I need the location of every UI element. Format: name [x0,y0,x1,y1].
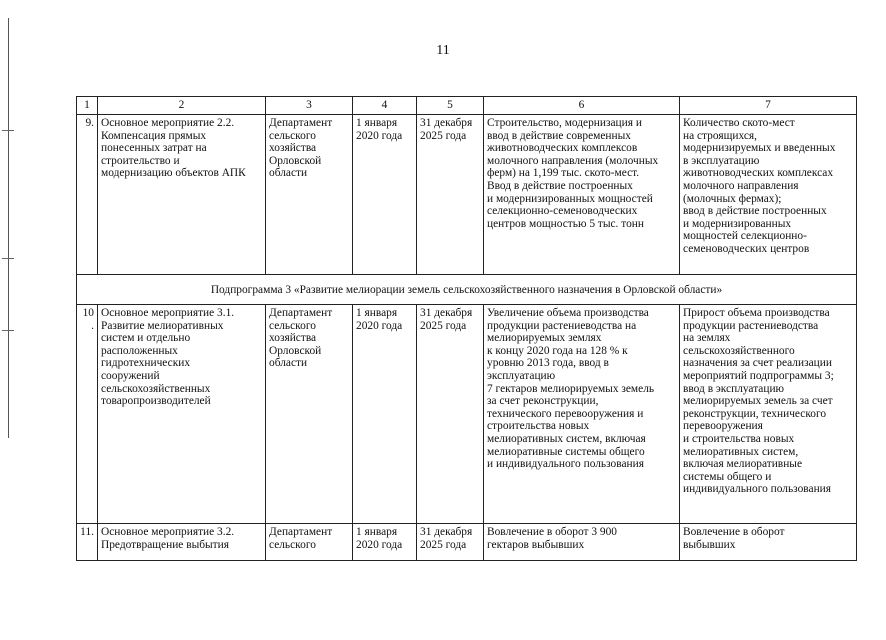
event-text: Основное мероприятие 3.2. Предотвращение выбытия [101,526,235,551]
executor-text: Департамент сельского [269,526,333,551]
start-date-cell [353,524,417,561]
binding-margin-line [8,18,9,438]
event-text: Основное мероприятие 2.2. Компенсация прямых понесенных затрат на строительство и модернизацию объектов АПК [101,117,246,180]
result-cell [484,305,680,524]
subprogram-row [77,275,857,305]
end-date-cell [417,524,484,561]
start-date-text: 1 января 2020 года [356,526,403,551]
program-events-table [76,96,857,561]
header-cell: 5 [417,97,484,115]
table-row [77,115,857,275]
end-date-cell [417,305,484,524]
header-cell: 3 [266,97,353,115]
table-row [77,524,857,561]
start-date-cell [353,115,417,275]
margin-tick [2,258,14,259]
indicator-cell [680,115,857,275]
result-text: Увеличение объема производства продукции растениеводства на мелиорируемых землях к концу 2020 года на 128 % к уровню 2013 года, ввод в эксплуатацию 7 гектаров мелиорируемых земель за счет реконструкции, технического перевооружения и строительства новых мелиоративных систем, включая мелиоративные системы общего и индивидуального пользования [487,307,655,471]
end-date-text: 31 декабря 2025 года [420,117,473,142]
start-date-text: 1 января 2020 года [356,117,403,142]
end-date-text: 31 декабря 2025 года [420,526,473,551]
executor-cell [266,115,353,275]
event-cell [98,115,266,275]
row-number: 9. [77,115,98,275]
table-header-row [77,97,857,115]
result-cell [484,115,680,275]
end-date-text: 31 декабря 2025 года [420,307,473,332]
header-cell: 1 [77,97,98,115]
result-text: Строительство, модернизация и ввод в действие современных животноводческих комплексов молочного направления (молочных ферм) на 1,199 тыс. ското-мест. Ввод в действие построенных и модернизированных мощностей селекционно-семеноводческих центров мощностью 5 тыс. тонн [487,117,659,230]
indicator-text: Количество ското-мест на строящихся, модернизируемых и введенных в эксплуатацию животноводческих комплексах молочного направления (молочных фермах); ввод в действие построенных и модернизированных мощностей селекционно- семеноводческих центров [683,117,836,255]
result-cell [484,524,680,561]
header-cell: 2 [98,97,266,115]
start-date-cell [353,305,417,524]
header-cell: 4 [353,97,417,115]
indicator-cell [680,305,857,524]
header-cell: 6 [484,97,680,115]
indicator-text: Прирост объема производства продукции растениеводства на землях сельскохозяйственного назначения за счет реализации мероприятий подпрограммы 3; ввод в эксплуатацию мелиорируемых земель за счет реконструкции, технического перевооружения и строительства новых мелиоративных систем, включая мелиоративные системы общего и индивидуального пользования [683,307,834,496]
event-text: Основное мероприятие 3.1. Развитие мелиоративных систем и отдельно расположенных гидротехнических сооружений сельскохозяйственных товаропроизводителей [101,307,235,408]
row-number: 10. [77,305,98,524]
table-row [77,305,857,524]
event-cell [98,305,266,524]
row-number: 11. [77,524,98,561]
end-date-cell [417,115,484,275]
page-number: 11 [436,43,450,58]
header-cell: 7 [680,97,857,115]
executor-cell [266,524,353,561]
executor-text: Департамент сельского хозяйства Орловской области [269,307,333,370]
indicator-cell [680,524,857,561]
margin-tick [2,330,14,331]
margin-tick [2,130,14,131]
executor-cell [266,305,353,524]
result-text: Вовлечение в оборот 3 900 гектаров выбывших [487,526,617,551]
event-cell [98,524,266,561]
start-date-text: 1 января 2020 года [356,307,403,332]
subprogram-title: Подпрограмма 3 «Развитие мелиорации земель сельскохозяйственного назначения в Орловской области» [77,275,857,305]
executor-text: Департамент сельского хозяйства Орловской области [269,117,333,180]
indicator-text: Вовлечение в оборот выбывших [683,526,785,551]
